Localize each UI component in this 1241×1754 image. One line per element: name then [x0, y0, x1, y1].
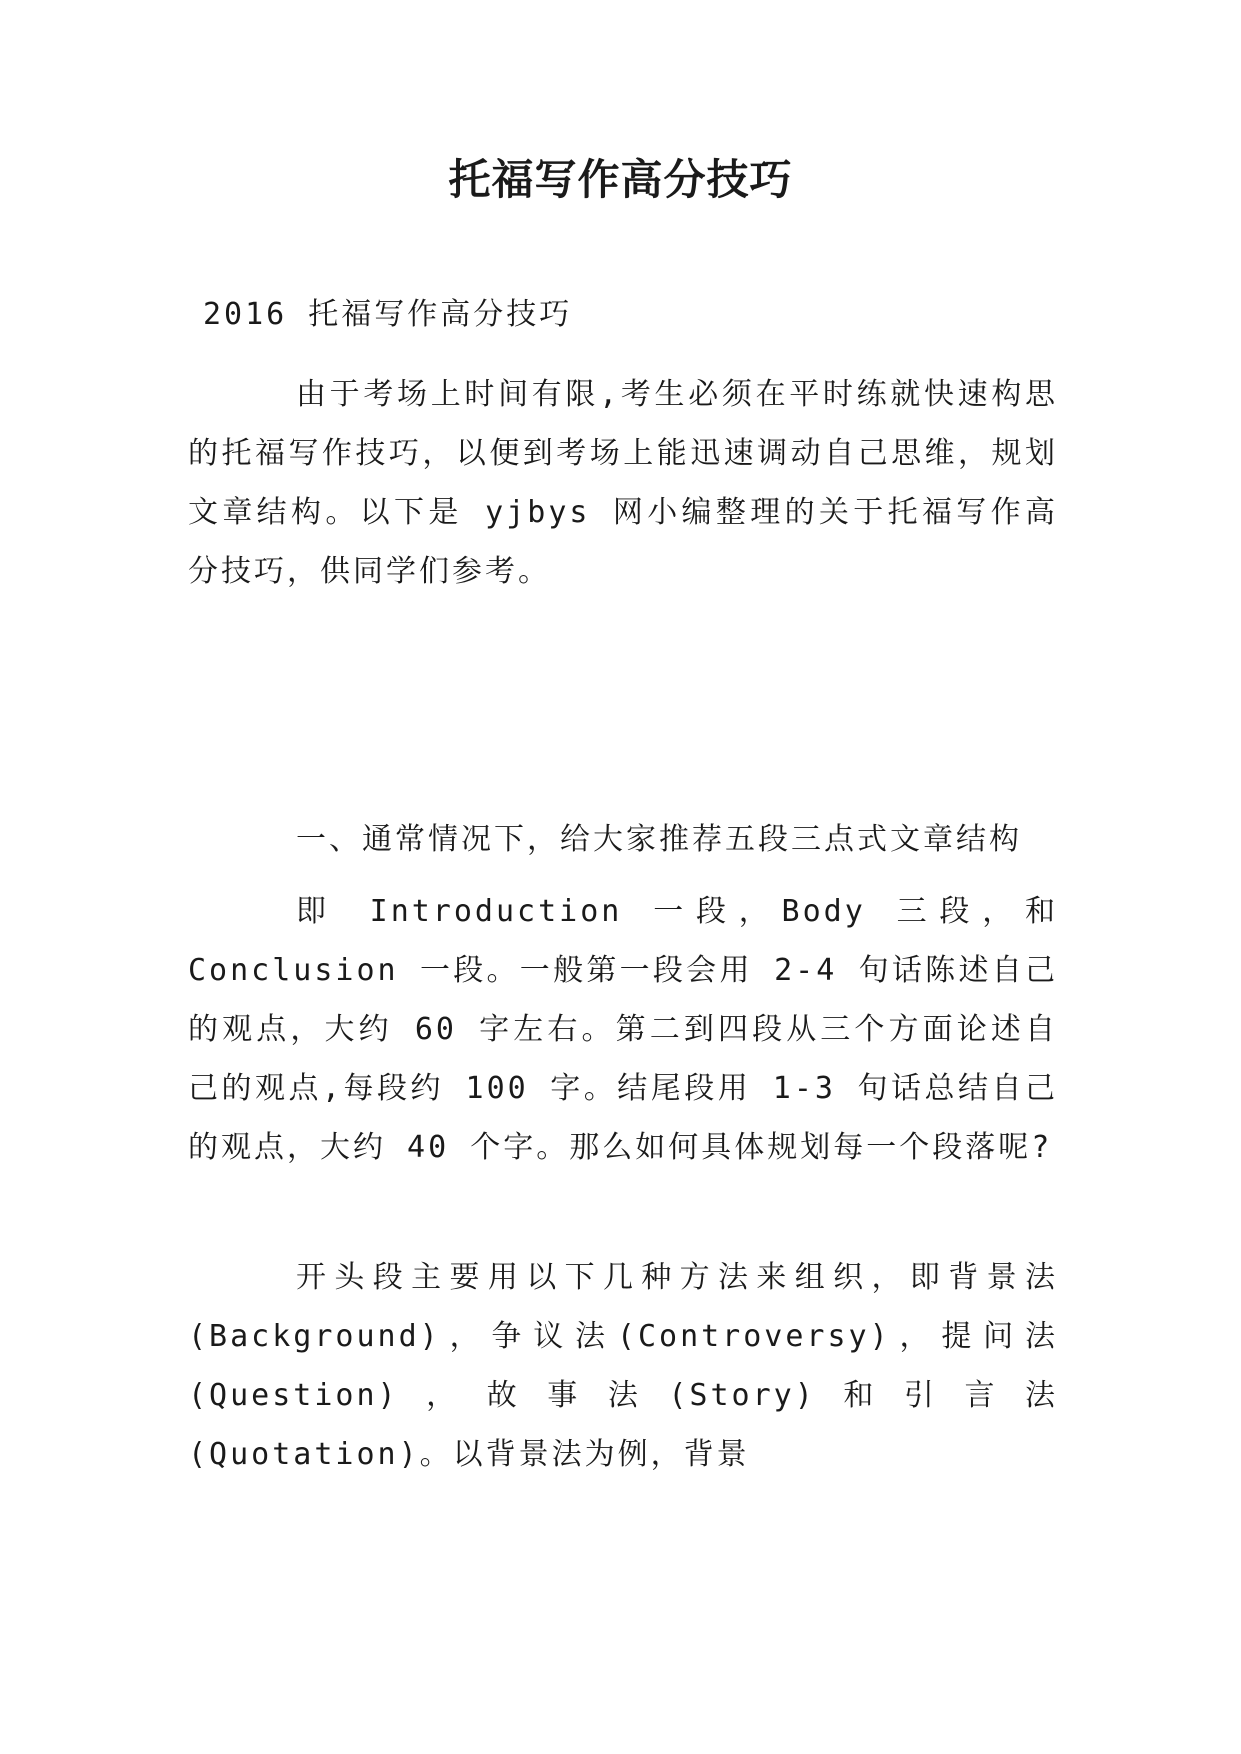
opening-paragraph: 开头段主要用以下几种方法来组织，即背景法(Background)，争议法(Controversy)，提问法(Question)，故事法(Story)和引言法(Quotation)。以背景法为例，背景 — [188, 1260, 1058, 1472]
document-subtitle: 2016 托福写作高分技巧 — [203, 297, 573, 332]
structure-paragraph: 即 Introduction 一段，Body 三段，和 Conclusion 一段。一般第一段会用 2-4 句话陈述自己的观点，大约 60 字左右。第二到四段从三个方面论述自己的观点,每段约 100 字。结尾段用 1-3 句话总结自己的观点，大约 40 个字。那么如何具体规划每一个段落呢? — [188, 894, 1058, 1165]
intro-paragraph: 由于考场上时间有限,考生必须在平时练就快速构思的托福写作技巧，以便到考场上能迅速调动自己思维，规划文章结构。以下是 yjbys 网小编整理的关于托福写作高分技巧，供同学们参考。 — [188, 377, 1058, 589]
document-title: 托福写作高分技巧 — [448, 155, 793, 204]
section-one-heading: 一、通常情况下，给大家推荐五段三点式文章结构 — [296, 822, 1022, 857]
